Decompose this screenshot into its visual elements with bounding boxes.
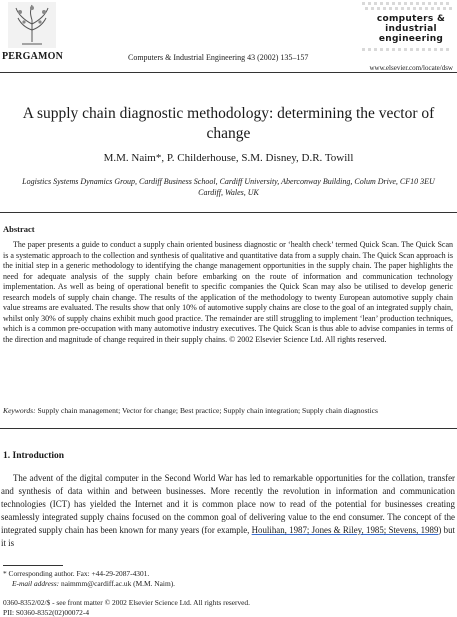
introduction-text: The advent of the digital computer in the Second World War has led to remarkable opportunities for the collation, transfer and synthesis of data within and between businesses. More recently the revolution in information and communication technologies (ICT) has yielded the Internet and it is common place now to read of the potential for businesses creating seamlessly integrated supply chains focused on the common goal of delivering value to the end consumer. The concept of the integrated supply chain has been known for many years (for example,	[1, 473, 455, 535]
copyright-line: 0360-8352/02/$ - see front matter © 2002 Elsevier Science Ltd. All rights reserved.	[3, 598, 250, 607]
keywords-text: Supply chain management; Vector for change; Best practice; Supply chain integration; Supply chain diagnostics	[37, 406, 378, 415]
journal-header	[0, 0, 457, 72]
introduction-heading: 1. Introduction	[3, 451, 65, 461]
footnote-divider	[3, 565, 63, 566]
journal-url-link[interactable]: www.elsevier.com/locate/dsw	[369, 64, 453, 72]
citation-links[interactable]: Houlihan, 1987; Jones & Riley, 1985; Stevens, 1989	[251, 525, 439, 535]
journal-logo-line-1: computers &	[376, 14, 446, 24]
pii-line: PII: S0360-8352(02)00072-4	[3, 608, 90, 617]
header-divider	[0, 72, 457, 73]
abstract-bottom-divider	[0, 428, 457, 429]
article-authors: M.M. Naim*, P. Childerhouse, S.M. Disney, D.R. Towill	[103, 152, 354, 164]
keywords-label: Keywords:	[3, 406, 36, 415]
journal-logo-text	[372, 14, 450, 44]
abstract-top-divider	[0, 212, 457, 213]
corresponding-author-note: * Corresponding author. Fax: +44-29-2087-4301.	[3, 569, 150, 578]
introduction-body	[1, 472, 455, 550]
keywords-line	[3, 406, 455, 415]
journal-citation: Computers & Industrial Engineering 43 (2002) 135–157	[128, 53, 309, 62]
abstract-body: The paper presents a guide to conduct a supply chain oriented business diagnostic or ‘health check’ termed Quick Scan. The Quick Scan is a systematic approach to the collection and synthesis of qualitative and quantitative data from a supply chain. The Quick Scan approach is the initial step in a generic methodology to identifying the change management opportunities in the supply chain. The paper highlights the need for adequate analysis of the supply chain before embarking on the route of information and communication technology implementation. As well as being of operational benefit to specific companies the Quick Scan may also be utilised to develop generic research models of supply chain change. The results of the application of the methodology to twenty European automotive supply chain value streams are evaluated. The results show that only 10% of automotive supply chains are close to the goal of an integrated supply chain, whilst only 30% of supply chains exhibit much good practice. The remainder are still struggling to implement ‘lean’ production techniques, which is a common pre-occupation with many automotive industry executives. The Quick Scan is thus able to advise companies in terms of the direction and magnitude of change required in their supply chains. © 2002 Elsevier Science Ltd. All rights reserved.	[3, 240, 453, 344]
introduction-text-end: ) but it is	[1, 525, 455, 548]
author-affiliation: Logistics Systems Dynamics Group, Cardiff Business School, Cardiff University, Aberconway Building, Colum Drive, CF10 3EU Cardiff, Wales, UK	[22, 177, 435, 197]
email-address-link[interactable]: naimmm@cardiff.ac.uk (M.M. Naim).	[61, 579, 176, 588]
publisher-emblem-icon	[8, 2, 56, 48]
email-note	[12, 579, 175, 588]
email-label: E-mail address:	[12, 579, 60, 588]
article-title: A supply chain diagnostic methodology: determining the vector of change	[22, 105, 435, 142]
abstract-heading: Abstract	[3, 224, 35, 234]
publisher-name: PERGAMON	[2, 51, 64, 62]
journal-logo-line-2: industrial	[385, 24, 437, 34]
journal-logo-line-3: engineering	[378, 34, 444, 44]
